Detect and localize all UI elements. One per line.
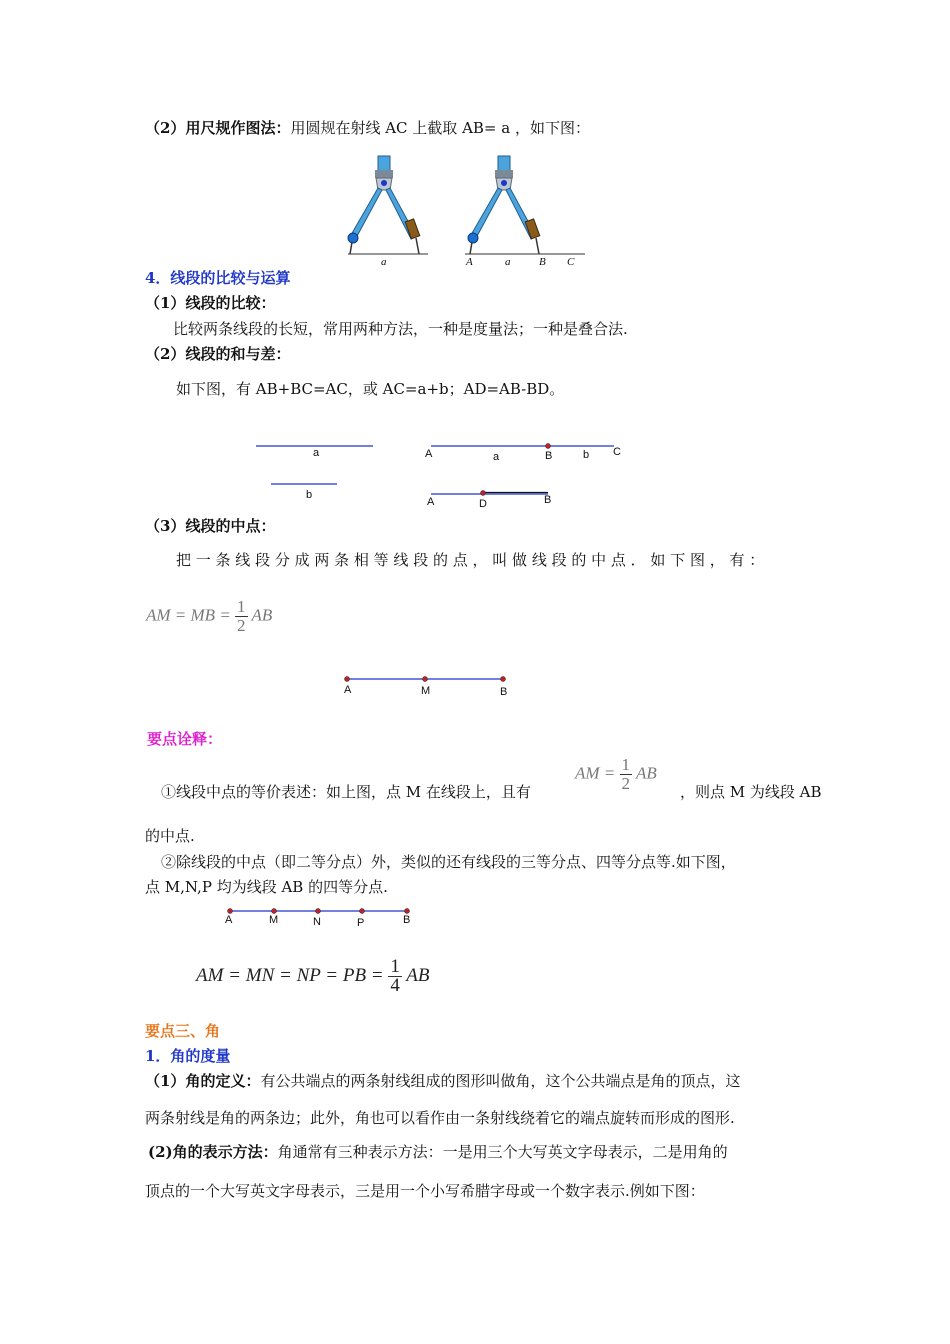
compass-label-B: B [539,256,546,268]
item-body: 有公共端点的两条射线组成的图形叫做角，这个公共端点是角的顶点，这 [260,1072,741,1090]
sum-label-b1: b [306,489,313,501]
sum-label-B: B [545,450,553,462]
compass-figure [340,150,590,275]
sum-diff-heading [145,344,290,364]
mid-label-A: A [344,684,352,696]
item-number: （2） [145,119,186,137]
item-title: 线段的和与差： [185,345,291,363]
quarter-equation [196,958,430,995]
compare-body: 比较两条线段的长短，常用两种方法，一种是度量法；一种是叠合法. [173,320,628,338]
subsection-1-title: 1．角的度量 [145,1047,231,1065]
note1-text-b: ，则点 M 为线段 AB [680,783,822,801]
angle-definition-line2: 两条射线是角的两条边；此外，角也可以看作由一条射线绕着它的端点旋转而形成的图形. [145,1109,735,1127]
item-number: (2) [148,1143,173,1161]
angle-notation-line2: 顶点的一个大写英文字母表示，三是用一个小写希腊字母或一个数字表示.例如下图： [145,1182,705,1200]
item-number: （3） [145,517,186,535]
item-title: 线段的比较： [185,294,276,312]
sum-label-a: a [493,451,500,463]
eq-numerator: 1 [390,956,400,977]
compass-label-C: C [567,256,575,268]
note1-text-c: 的中点. [145,827,195,845]
midpoint-equation [146,598,272,635]
quarter-label-N: N [313,916,321,928]
eq-rhs: AB [406,964,430,986]
midpoint-heading [145,516,275,536]
eq-denominator: 4 [390,975,400,996]
eq-denominator: 2 [621,774,631,793]
midpoint-figure [340,672,510,686]
eq-numerator: 1 [237,597,246,616]
item-title: 角的表示方法： [172,1143,278,1161]
quarter-label-M: M [269,914,279,926]
eq-fraction [235,598,248,635]
section-4-title: 4．线段的比较与运算 [145,269,291,287]
eq-numerator: 1 [621,755,631,774]
quarter-label-A: A [225,914,233,926]
mid-label-M: M [421,685,431,697]
midpoint-body: 把 一 条 线 段 分 成 两 条 相 等 线 段 的 点 ， 叫 做 线 段 的 中 点 ． 如 下 图 ， 有 ： [176,551,765,569]
item-title: 角的定义： [185,1072,261,1090]
eq-denominator: 2 [237,616,246,635]
quarter-label-B: B [403,914,411,926]
item-title: 线段的中点： [185,517,276,535]
angle-notation-line1 [148,1142,728,1162]
sum-label-a1: a [313,447,320,459]
equiv-equation [575,756,657,793]
sum-label-b: b [583,449,590,461]
notes-title: 要点诠释： [147,730,223,748]
compass-label-a: a [505,256,511,268]
sum-label-A: A [425,448,433,460]
compass-label-A: A [466,256,473,268]
item-number: （2） [145,345,186,363]
compass-left-icon [348,156,428,254]
item-body: 用圆规在射线 AC 上截取 AB= a ，如下图： [290,119,590,137]
section-3-title: 要点三、角 [145,1022,221,1040]
item-number: （1） [145,1072,186,1090]
sum-label-C: C [613,446,621,458]
diff-label-D: D [479,498,487,510]
eq-rhs: AB [251,605,273,625]
compass-method-line [145,118,590,138]
diff-label-B: B [544,494,552,506]
compass-right-icon [465,156,585,254]
item-number: （1） [145,294,186,312]
note1-text-a: ①线段中点的等价表述：如上图，点 M 在线段上，且有 [161,783,531,801]
item-title: 用尺规作图法： [185,119,291,137]
note2-text-a: ②除线段的中点（即二等分点）外，类似的还有线段的三等分点、四等分点等.如下图， [161,853,736,871]
diff-label-A: A [427,496,435,508]
compass-label-a-left: a [381,256,387,268]
quarter-label-P: P [357,917,365,929]
sum-diff-body: 如下图，有 AB+BC=AC，或 AC=a+b；AD=AB-BD。 [176,380,565,398]
angle-definition-line1 [145,1071,740,1091]
eq-lhs: AM = [575,763,616,783]
item-body: 角通常有三种表示方法：一是用三个大写英文字母表示，二是用角的 [277,1143,728,1161]
compare-heading [145,293,275,313]
eq-rhs: AB [635,763,657,783]
eq-lhs: AM = MB = [146,605,231,625]
mid-label-B: B [500,686,508,698]
eq-fraction [620,756,633,793]
note2-text-b: 点 M,N,P 均为线段 AB 的四等分点. [145,878,388,896]
eq-fraction [388,958,402,995]
eq-lhs: AM = MN = NP = PB = [196,964,384,986]
